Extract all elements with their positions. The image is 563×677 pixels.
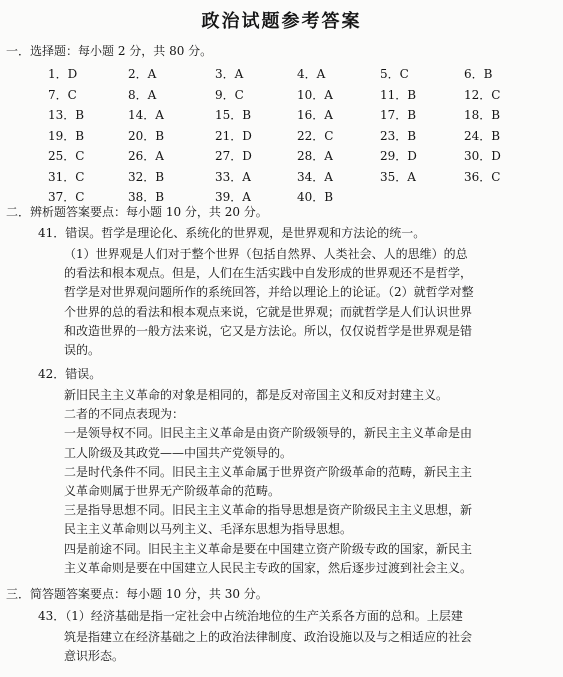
answer-cell: 37．C	[48, 190, 85, 204]
text-line: 筑是指建立在经济基础之上的政治法律制度、政治设施以及与之相适应的社会	[64, 630, 473, 644]
answer-cell: 31．C	[48, 169, 85, 184]
answer-cell: 19．B	[48, 128, 85, 143]
answer-row	[0, 167, 563, 187]
answer-cell: 26．A	[128, 149, 164, 163]
page-title: 政治试题参考答案	[201, 11, 362, 32]
text-line: 工人阶级及其政党——中国共产党领导的。	[64, 445, 293, 460]
answer-cell: 3．A	[215, 67, 244, 81]
answer-cell: 32．B	[128, 169, 165, 184]
answer-cell: 16．A	[297, 108, 333, 122]
section-heading-short-answer: 三．简答题答案要点：每小题 10 分，共 30 分。	[6, 587, 268, 601]
answer-cell: 34．A	[297, 169, 333, 184]
answer-cell: 17．B	[380, 108, 417, 122]
question-43-heading: 43．（1）经济基础是指一定社会中占统治地位的生产关系各方面的总和。上层建	[38, 609, 463, 623]
text-line: 的看法和根本观点。但是，人们在生活实践中自发形成的世界观还不是哲学，	[64, 266, 473, 281]
answer-cell: 23．B	[380, 128, 417, 143]
answer-row	[0, 146, 563, 166]
answer-cell: 11．B	[380, 87, 417, 102]
text-line: 民主主义革命则以马列主义、毛泽东思想为指导思想。	[64, 522, 353, 537]
answer-cell: 27．D	[215, 149, 252, 163]
question-41-heading: 41．错误。哲学是理论化、系统化的世界观，是世界观和方法论的统一。	[38, 226, 426, 240]
text-line: 哲学是对世界观问题所作的系统回答，并给以理论上的论证。（2）就哲学对整	[64, 285, 474, 300]
answer-row	[0, 105, 563, 125]
text-line: 二者的不同点表现为：	[64, 407, 185, 422]
answer-cell: 20．B	[128, 128, 165, 143]
answer-cell: 21．D	[215, 128, 252, 143]
text-line: 误的。	[64, 343, 101, 358]
answer-cell: 6．B	[464, 67, 493, 81]
text-line: 三是指导思想不同。旧民主主义革命的指导思想是资产阶级民主主义思想，新	[64, 503, 473, 518]
answer-cell: 36．C	[464, 169, 501, 184]
answer-cell: 14．A	[128, 108, 164, 122]
answer-cell: 24．B	[464, 128, 501, 143]
answer-cell: 15．B	[215, 108, 252, 122]
answer-cell: 4．A	[297, 67, 326, 81]
answer-cell: 28．A	[297, 149, 333, 163]
answer-cell: 40．B	[297, 190, 334, 204]
question-43-answer	[64, 628, 542, 666]
answer-cell: 5．C	[380, 67, 409, 81]
answer-cell: 39．A	[215, 190, 251, 204]
answer-cell: 9．C	[215, 87, 244, 102]
answer-cell: 13．B	[48, 108, 85, 122]
answer-cell: 10．A	[297, 87, 333, 102]
text-line: 个世界的总的看法和根本观点来说，它就是世界观；而就哲学是人们认识世界	[64, 304, 473, 319]
answer-cell: 1．D	[48, 67, 78, 81]
text-line: 二是时代条件不同。旧民主主义革命属于世界资产阶级革命的范畴，新民主主	[64, 464, 473, 479]
answer-cell: 25．C	[48, 149, 85, 163]
text-line: 意识形态。	[64, 649, 125, 664]
answer-cell: 2．A	[128, 67, 157, 81]
answer-cell: 29．D	[380, 149, 417, 163]
answer-cell: 30．D	[464, 149, 501, 163]
answer-cell: 38．B	[128, 190, 165, 204]
answer-cell: 18．B	[464, 108, 501, 122]
text-line: 新旧民主主义革命的对象是相同的，都是反对帝国主义和反对封建主义。	[64, 388, 449, 402]
answer-row	[0, 64, 563, 84]
text-line: 和改造世界的一般方法来说，它又是方法论。所以，仅仅说哲学是世界观是错	[64, 323, 473, 338]
question-42-heading: 42．错误。	[38, 367, 102, 381]
text-line: 主义革命则是要在中国建立人民民主专政的国家，然后逐步过渡到社会主义。	[64, 560, 473, 575]
answer-row	[0, 85, 563, 105]
question-41-answer	[64, 245, 542, 360]
answer-cell: 35．A	[380, 169, 416, 184]
section-heading-discrimination: 二．辨析题答案要点：每小题 10 分，共 20 分。	[6, 205, 268, 219]
text-line: 一是领导权不同。旧民主主义革命是由资产阶级领导的，新民主主义革命是由	[64, 426, 473, 441]
text-line: 义革命则属于世界无产阶级革命的范畴。	[64, 484, 281, 499]
answer-row	[0, 126, 563, 146]
text-line: （1）世界观是人们对于整个世界（包括自然界、人类社会、人的思维）的总	[64, 247, 468, 261]
text-line: 四是前途不同。旧民主主义革命是要在中国建立资产阶级专政的国家，新民主	[64, 541, 473, 556]
answer-cell: 7．C	[48, 87, 77, 102]
section-heading-multiple-choice: 一．选择题：每小题 2 分，共 80 分。	[6, 44, 213, 58]
answer-cell: 8．A	[128, 87, 157, 102]
answer-cell: 22．C	[297, 128, 334, 143]
answer-cell: 33．A	[215, 169, 251, 184]
answer-cell: 12．C	[464, 87, 501, 102]
question-42-answer	[64, 386, 542, 578]
